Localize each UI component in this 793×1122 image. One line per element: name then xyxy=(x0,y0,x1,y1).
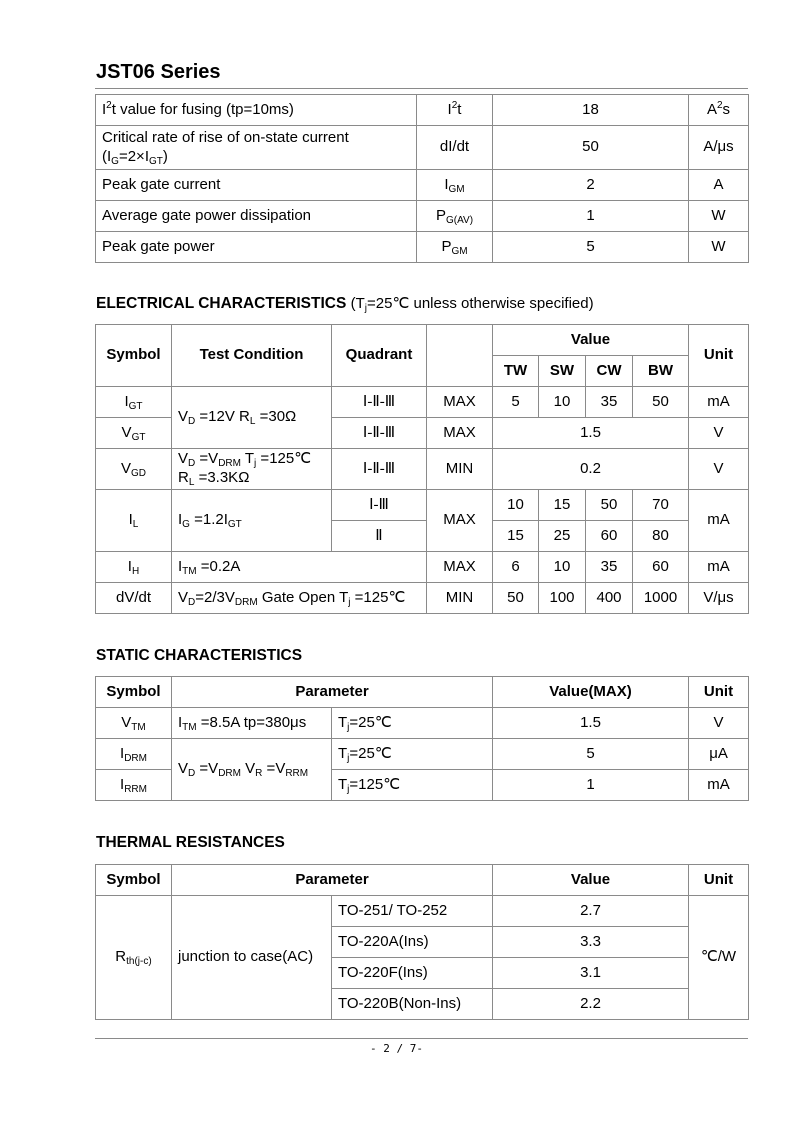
col-header-quadrant: Quadrant xyxy=(332,325,427,387)
rating-label: Peak gate current xyxy=(96,170,417,201)
table-row xyxy=(96,95,749,126)
symbol-cell: $V_{GT}$ xyxy=(96,418,172,449)
col-header-unit: Unit xyxy=(689,325,749,387)
col-header-parameter: Parameter xyxy=(172,677,493,708)
test-condition-cell: $I_G =1.2I_{GT}$ xyxy=(172,490,332,552)
static-section-title: STATIC CHARACTERISTICS xyxy=(96,647,303,664)
page-number: - 2 / 7- xyxy=(370,1042,423,1055)
rating-label: Critical rate of rise of on-state current $(I_G=2\times I_{GT})$ xyxy=(96,126,417,170)
col-header-bw: BW xyxy=(633,356,689,387)
unit-cell: mA xyxy=(689,490,749,552)
limit-cell: MIN xyxy=(427,583,493,614)
col-header-limit xyxy=(427,325,493,387)
table-row xyxy=(96,490,749,521)
thermal-section-title: THERMAL RESISTANCES xyxy=(96,834,285,851)
temperature-cell: $T_j=25℃$ xyxy=(332,739,493,770)
limit-cell: MAX xyxy=(427,387,493,418)
table-row xyxy=(96,739,749,770)
table-row xyxy=(96,170,749,201)
rating-value: 2 xyxy=(493,170,689,201)
parameter-cell: junction to case(AC) xyxy=(172,896,332,1020)
static-table xyxy=(95,676,749,801)
col-header-symbol: Symbol xyxy=(96,677,172,708)
col-header-sw: SW xyxy=(539,356,586,387)
table-row xyxy=(96,201,749,232)
table-header-row xyxy=(96,325,749,356)
table-row xyxy=(96,552,749,583)
rating-symbol: $I_{GM}$ xyxy=(417,170,493,201)
limit-cell: MAX xyxy=(427,418,493,449)
footer-rule xyxy=(95,1038,748,1039)
col-header-cw: CW xyxy=(586,356,633,387)
value-cell: 6 xyxy=(493,552,539,583)
rating-unit: W xyxy=(689,232,749,263)
unit-cell: ℃/W xyxy=(689,896,749,1020)
value-cell: 35 xyxy=(586,552,633,583)
col-header-symbol: Symbol xyxy=(96,865,172,896)
value-cell: 35 xyxy=(586,387,633,418)
test-condition-cell: $V_D=2/3V_{DRM}$ Gate Open $T_j$ =125℃ xyxy=(172,583,427,614)
test-condition-cell: $V_D =12V$ $R_L =30\Omega$ xyxy=(172,387,332,449)
value-cell: 50 xyxy=(633,387,689,418)
rating-unit: A xyxy=(689,170,749,201)
value-cell: 10 xyxy=(539,387,586,418)
table-row xyxy=(96,387,749,418)
symbol-cell: $V_{TM}$ xyxy=(96,708,172,739)
rating-value: 50 xyxy=(493,126,689,170)
package-cell: TO-220B(Non-Ins) xyxy=(332,989,493,1020)
value-cell: 5 xyxy=(493,739,689,770)
table-row xyxy=(96,583,749,614)
col-header-value: Value(MAX) xyxy=(493,677,689,708)
value-cell: 3.1 xyxy=(493,958,689,989)
rating-symbol: $P_{GM}$ xyxy=(417,232,493,263)
col-header-parameter: Parameter xyxy=(172,865,493,896)
rating-unit: A/μs xyxy=(689,126,749,170)
value-cell: 100 xyxy=(539,583,586,614)
symbol-cell: $I_L$ xyxy=(96,490,172,552)
symbol-cell: $R_{th(j-c)}$ xyxy=(96,896,172,1020)
value-cell: 1 xyxy=(493,770,689,801)
rating-unit: $A^2s$ xyxy=(689,95,749,126)
header-rule xyxy=(95,88,748,89)
unit-cell: V xyxy=(689,449,749,490)
value-cell: 15 xyxy=(493,521,539,552)
value-cell: 400 xyxy=(586,583,633,614)
value-cell: 80 xyxy=(633,521,689,552)
symbol-cell: dV/dt xyxy=(96,583,172,614)
test-condition-cell: $I_{TM} =0.2A$ xyxy=(172,552,427,583)
value-cell: 70 xyxy=(633,490,689,521)
thermal-table xyxy=(95,864,749,1020)
col-header-test-condition: Test Condition xyxy=(172,325,332,387)
quadrant-cell: Ⅰ-Ⅱ-Ⅲ xyxy=(332,449,427,490)
value-cell: 0.2 xyxy=(493,449,689,490)
symbol-cell: $I_H$ xyxy=(96,552,172,583)
symbol-cell: $I_{GT}$ xyxy=(96,387,172,418)
parameter-cell: $I_{TM} =8.5A$ tp=380μs xyxy=(172,708,332,739)
electrical-table xyxy=(95,324,749,614)
limit-cell: MIN xyxy=(427,449,493,490)
symbol-cell: $V_{GD}$ xyxy=(96,449,172,490)
value-cell: 5 xyxy=(493,387,539,418)
unit-cell: mA xyxy=(689,552,749,583)
value-cell: 1.5 xyxy=(493,708,689,739)
value-cell: 1.5 xyxy=(493,418,689,449)
quadrant-cell: Ⅰ-Ⅱ-Ⅲ xyxy=(332,387,427,418)
table-header-row xyxy=(96,865,749,896)
value-cell: 60 xyxy=(633,552,689,583)
quadrant-cell: Ⅰ-Ⅲ xyxy=(332,490,427,521)
value-cell: 2.7 xyxy=(493,896,689,927)
unit-cell: mA xyxy=(689,770,749,801)
value-cell: 15 xyxy=(539,490,586,521)
value-cell: 60 xyxy=(586,521,633,552)
quadrant-cell: Ⅱ xyxy=(332,521,427,552)
rating-unit: W xyxy=(689,201,749,232)
table-row xyxy=(96,449,749,490)
limit-cell: MAX xyxy=(427,552,493,583)
parameter-cell: $V_D =V_{DRM}$ $V_R =V_{RRM}$ xyxy=(172,739,332,801)
col-header-tw: TW xyxy=(493,356,539,387)
package-cell: TO-220A(Ins) xyxy=(332,927,493,958)
rating-value: 1 xyxy=(493,201,689,232)
col-header-value: Value xyxy=(493,325,689,356)
value-cell: 10 xyxy=(493,490,539,521)
rating-symbol: $P_{G(AV)}$ xyxy=(417,201,493,232)
value-cell: 3.3 xyxy=(493,927,689,958)
symbol-cell: $I_{DRM}$ xyxy=(96,739,172,770)
value-cell: 50 xyxy=(493,583,539,614)
table-row xyxy=(96,232,749,263)
value-cell: 1000 xyxy=(633,583,689,614)
quadrant-cell: Ⅰ-Ⅱ-Ⅲ xyxy=(332,418,427,449)
rating-label: $I^2t$ value for fusing (tp=10ms) xyxy=(96,95,417,126)
temperature-cell: $T_j=125℃$ xyxy=(332,770,493,801)
table-row xyxy=(96,126,749,170)
table-row xyxy=(96,896,749,927)
table-header-row xyxy=(96,677,749,708)
electrical-section-title: ELECTRICAL CHARACTERISTICS ($T_j=25℃$ unless otherwise specified) xyxy=(96,295,594,314)
package-cell: TO-220F(Ins) xyxy=(332,958,493,989)
unit-cell: V xyxy=(689,708,749,739)
unit-cell: mA xyxy=(689,387,749,418)
page-title: JST06 Series xyxy=(96,61,221,83)
rating-value: 5 xyxy=(493,232,689,263)
value-cell: 10 xyxy=(539,552,586,583)
rating-symbol: dI/dt xyxy=(417,126,493,170)
col-header-value: Value xyxy=(493,865,689,896)
rating-label: Average gate power dissipation xyxy=(96,201,417,232)
col-header-unit: Unit xyxy=(689,677,749,708)
value-cell: 2.2 xyxy=(493,989,689,1020)
table-row xyxy=(96,708,749,739)
ratings-table xyxy=(95,94,749,263)
test-condition-cell: $V_D =V_{DRM}$ $T_j$ =125℃ $R_L =3.3K\Omega$ xyxy=(172,449,332,490)
limit-cell: MAX xyxy=(427,490,493,552)
package-cell: TO-251/ TO-252 xyxy=(332,896,493,927)
symbol-cell: $I_{RRM}$ xyxy=(96,770,172,801)
value-cell: 25 xyxy=(539,521,586,552)
electrical-section-subtitle: ($T_j=25℃$ unless otherwise specified) xyxy=(350,295,594,314)
col-header-symbol: Symbol xyxy=(96,325,172,387)
unit-cell: μA xyxy=(689,739,749,770)
col-header-unit: Unit xyxy=(689,865,749,896)
value-cell: 50 xyxy=(586,490,633,521)
unit-cell: V/μs xyxy=(689,583,749,614)
rating-symbol: $I^2t$ xyxy=(417,95,493,126)
rating-value: 18 xyxy=(493,95,689,126)
temperature-cell: $T_j=25℃$ xyxy=(332,708,493,739)
unit-cell: V xyxy=(689,418,749,449)
rating-label: Peak gate power xyxy=(96,232,417,263)
